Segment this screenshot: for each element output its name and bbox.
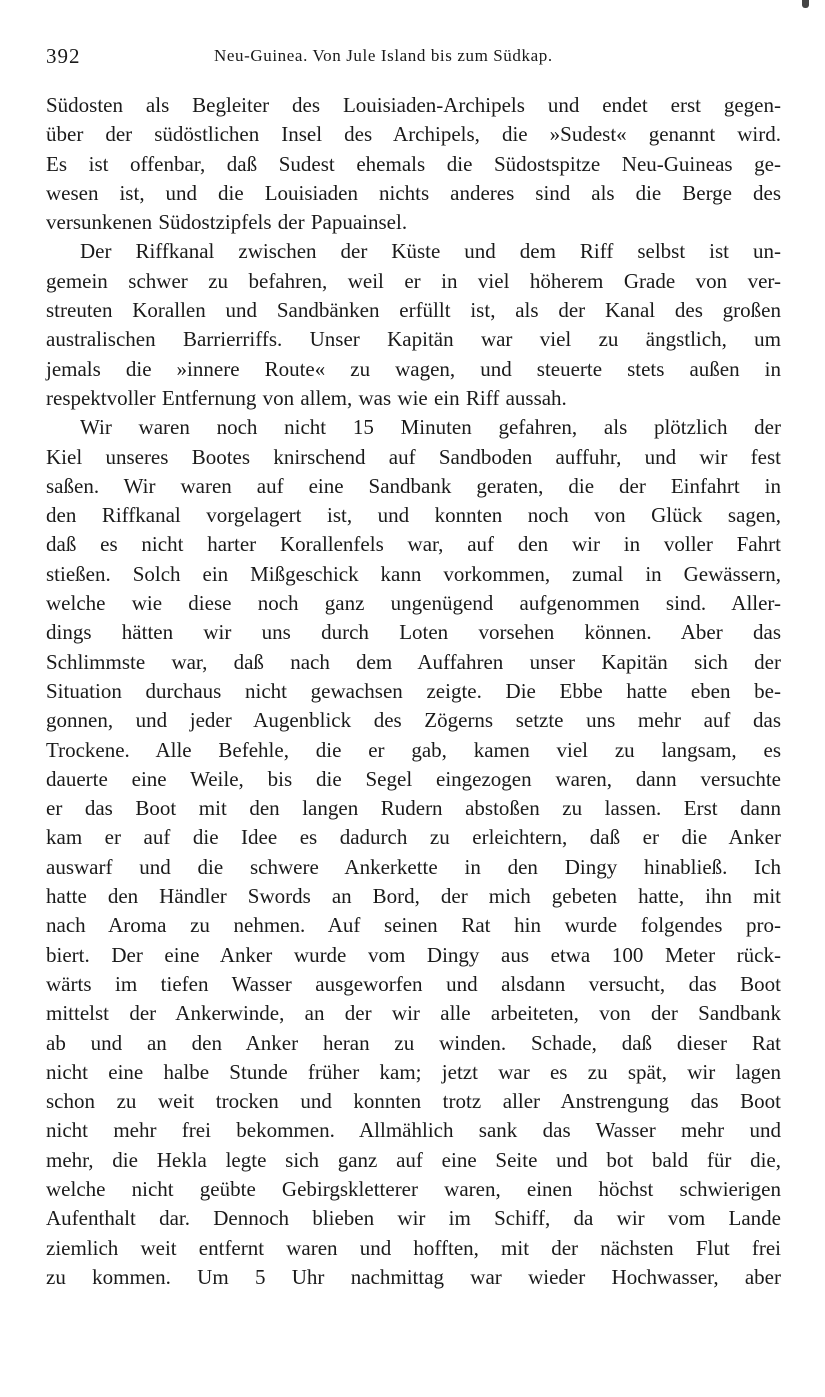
- text-line: australischen Barrierriffs. Unser Kapitän war viel zu ängstlich, um: [46, 327, 781, 352]
- text-line: Kiel unseres Bootes knirschend auf Sandboden auffuhr, und wir fest: [46, 444, 781, 469]
- text-line: dauerte eine Weile, bis die Segel eingezogen waren, dann versuchte: [46, 766, 781, 791]
- text-line: gemein schwer zu befahren, weil er in viel höherem Grade von ver-: [46, 268, 781, 293]
- text-line: Der Riffkanal zwischen der Küste und dem Riff selbst ist un-: [80, 239, 781, 264]
- text-line: wärts im tiefen Wasser ausgeworfen und alsdann versucht, das Boot: [46, 971, 781, 996]
- text-line: nach Aroma zu nehmen. Auf seinen Rat hin wurde folgendes pro-: [46, 913, 781, 938]
- text-line: daß es nicht harter Korallenfels war, auf den wir in voller Fahrt: [46, 532, 781, 557]
- text-line: jemals die »innere Route« zu wagen, und steuerte stets außen in: [46, 356, 781, 381]
- text-line: nicht eine halbe Stunde früher kam; jetzt war es zu spät, wir lagen: [46, 1059, 781, 1084]
- text-line: zu kommen. Um 5 Uhr nachmittag war wieder Hochwasser, aber: [46, 1264, 781, 1289]
- text-line: respektvoller Entfernung von allem, was wie ein Riff aussah.: [46, 385, 567, 410]
- text-line: Schlimmste war, daß nach dem Auffahren unser Kapitän sich der: [46, 649, 781, 674]
- text-line: über der südöstlichen Insel des Archipels, die »Sudest« genannt wird.: [46, 122, 781, 147]
- paragraph: [46, 413, 781, 1292]
- text-line: auswarf und die schwere Ankerkette in den Dingy hinabließ. Ich: [46, 854, 781, 879]
- text-line: nicht mehr frei bekommen. Allmählich sank das Wasser mehr und: [46, 1118, 781, 1143]
- text-line: ab und an den Anker heran zu winden. Schade, daß dieser Rat: [46, 1030, 781, 1055]
- text-line: saßen. Wir waren auf eine Sandbank geraten, die der Einfahrt in: [46, 473, 781, 498]
- text-line: welche nicht geübte Gebirgskletterer waren, einen höchst schwierigen: [46, 1176, 781, 1201]
- paragraph: [46, 237, 781, 413]
- text-line: wesen ist, und die Louisiaden nichts anderes sind als die Berge des: [46, 180, 781, 205]
- text-line: Wir waren noch nicht 15 Minuten gefahren, als plötzlich der: [80, 415, 781, 440]
- text-line: Südosten als Begleiter des Louisiaden-Archipels und endet erst gegen-: [46, 93, 781, 117]
- text-line: Trockene. Alle Befehle, die er gab, kamen viel zu langsam, es: [46, 737, 781, 762]
- text-line: er das Boot mit den langen Rudern abstoßen zu lassen. Erst dann: [46, 796, 781, 821]
- text-line: mehr, die Hekla legte sich ganz auf eine Seite und bot bald für die,: [46, 1147, 781, 1172]
- text-line: stießen. Solch ein Mißgeschick kann vorkommen, zumal in Gewässern,: [46, 561, 781, 586]
- page-header: [46, 44, 781, 72]
- text-line: den Riffkanal vorgelagert ist, und konnten noch von Glück sagen,: [46, 503, 781, 528]
- text-line: versunkenen Südostzipfels der Papuainsel.: [46, 210, 408, 235]
- scan-corner-mark: [802, 0, 809, 8]
- text-line: streuten Korallen und Sandbänken erfüllt ist, als der Kanal des großen: [46, 298, 781, 323]
- body-text: [46, 91, 781, 1292]
- text-line: Aufenthalt dar. Dennoch blieben wir im Schiff, da wir vom Lande: [46, 1206, 781, 1231]
- text-line: dings hätten wir uns durch Loten vorsehen können. Aber das: [46, 620, 781, 645]
- text-line: ziemlich weit entfernt waren und hofften, mit der nächsten Flut frei: [46, 1235, 781, 1260]
- text-line: hatte den Händler Swords an Bord, der mich gebeten hatte, ihn mit: [46, 884, 781, 909]
- page-number: 392: [46, 44, 81, 68]
- text-line: welche wie diese noch ganz ungenügend aufgenommen sind. Aller-: [46, 591, 781, 616]
- text-line: Es ist offenbar, daß Sudest ehemals die Südostspitze Neu-Guineas ge-: [46, 151, 781, 176]
- text-line: biert. Der eine Anker wurde vom Dingy aus etwa 100 Meter rück-: [46, 942, 781, 967]
- text-line: schon zu weit trocken und konnten trotz aller Anstrengung das Boot: [46, 1089, 781, 1114]
- running-head: Neu-Guinea. Von Jule Island bis zum Südkap.: [214, 46, 553, 65]
- text-line: gonnen, und jeder Augenblick des Zögerns setzte uns mehr auf das: [46, 708, 781, 733]
- text-line: kam er auf die Idee es dadurch zu erleichtern, daß er die Anker: [46, 825, 781, 850]
- paragraph: [46, 91, 781, 237]
- text-line: mittelst der Ankerwinde, an der wir alle arbeiteten, von der Sandbank: [46, 1001, 781, 1026]
- text-line: Situation durchaus nicht gewachsen zeigte. Die Ebbe hatte eben be-: [46, 678, 781, 703]
